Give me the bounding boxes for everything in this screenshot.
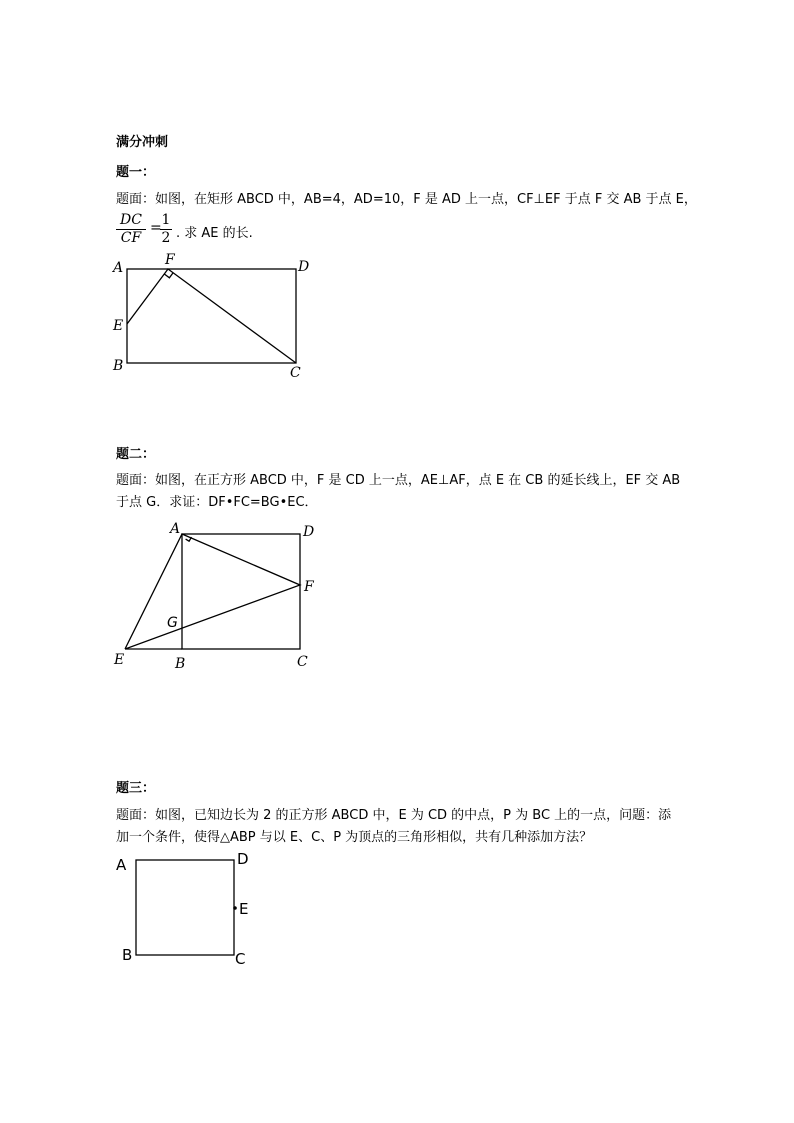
q1-value-denominator: 2 (161, 230, 171, 246)
q3-text-line1: 题面：如图，已知边长为 2 的正方形 ABCD 中，E 为 CD 的中点，P 为 BC 上的一点，问题：添 (116, 808, 672, 823)
fig2-label-a: A (170, 521, 181, 537)
fig1-label-c: C (290, 365, 301, 381)
q1-text-tail: . 求 AE 的长. (176, 226, 253, 241)
figure-2 (125, 534, 300, 649)
fig2-label-b: B (175, 656, 186, 672)
q3-heading: 题三： (116, 781, 156, 796)
fig2-label-e: E (114, 652, 125, 668)
q2-text-line2: 于点 G．求证：DF•FC=BG•EC． (116, 495, 318, 510)
figure-1-labels (111, 252, 309, 381)
fig3-label-a: A (116, 856, 127, 874)
fig1-label-f: F (165, 252, 175, 268)
q1-text-line1: 题面：如图，在矩形 ABCD 中，AB=4，AD=10，F 是 AD 上一点，CF⊥EF 于点 F 交 AB 于点 E， (116, 192, 697, 207)
q1-value-numerator: 1 (161, 212, 171, 228)
figure-3 (136, 860, 234, 955)
fig1-label-d: D (298, 259, 310, 275)
fig2-label-f: F (304, 579, 314, 595)
fig3-label-c: C (235, 950, 246, 968)
fig1-right-angle-mark (165, 273, 174, 278)
fig2-triangle-aef (125, 534, 300, 649)
fig3-label-b: B (122, 946, 133, 964)
fig3-square-abcd (136, 860, 234, 955)
fig1-label-e: E (113, 318, 124, 334)
fig1-rectangle-abcd (127, 269, 296, 363)
q2-text-line1: 题面：如图，在正方形 ABCD 中，F 是 CD 上一点，AE⊥AF，点 E 在 CB 的延长线上，EF 交 AB (116, 473, 681, 488)
fig3-label-e: E (239, 900, 249, 918)
figure-1 (127, 269, 296, 363)
q3-text-line2: 加一个条件，使得△ABP 与以 E、C、P 为顶点的三角形相似，共有几种添加方法？ (116, 830, 593, 845)
fig2-label-g: G (167, 615, 178, 631)
section-title: 满分冲刺 (116, 135, 169, 150)
fig2-label-c: C (297, 654, 308, 670)
fig1-label-a: A (113, 260, 124, 276)
fig2-right-angle-mark (186, 537, 192, 541)
q1-heading: 题一： (116, 165, 156, 180)
fig1-lines-e-f-c (127, 269, 296, 363)
q2-heading: 题二： (116, 447, 156, 462)
fig3-label-d: D (237, 850, 249, 868)
fig3-point-e-dot (233, 906, 237, 910)
q1-fraction-denominator: CF (120, 230, 142, 246)
q1-equals-sign: = (150, 220, 162, 236)
fig1-label-b: B (113, 358, 124, 374)
fig2-label-d: D (303, 524, 315, 540)
q1-fraction-numerator: DC (116, 212, 146, 230)
